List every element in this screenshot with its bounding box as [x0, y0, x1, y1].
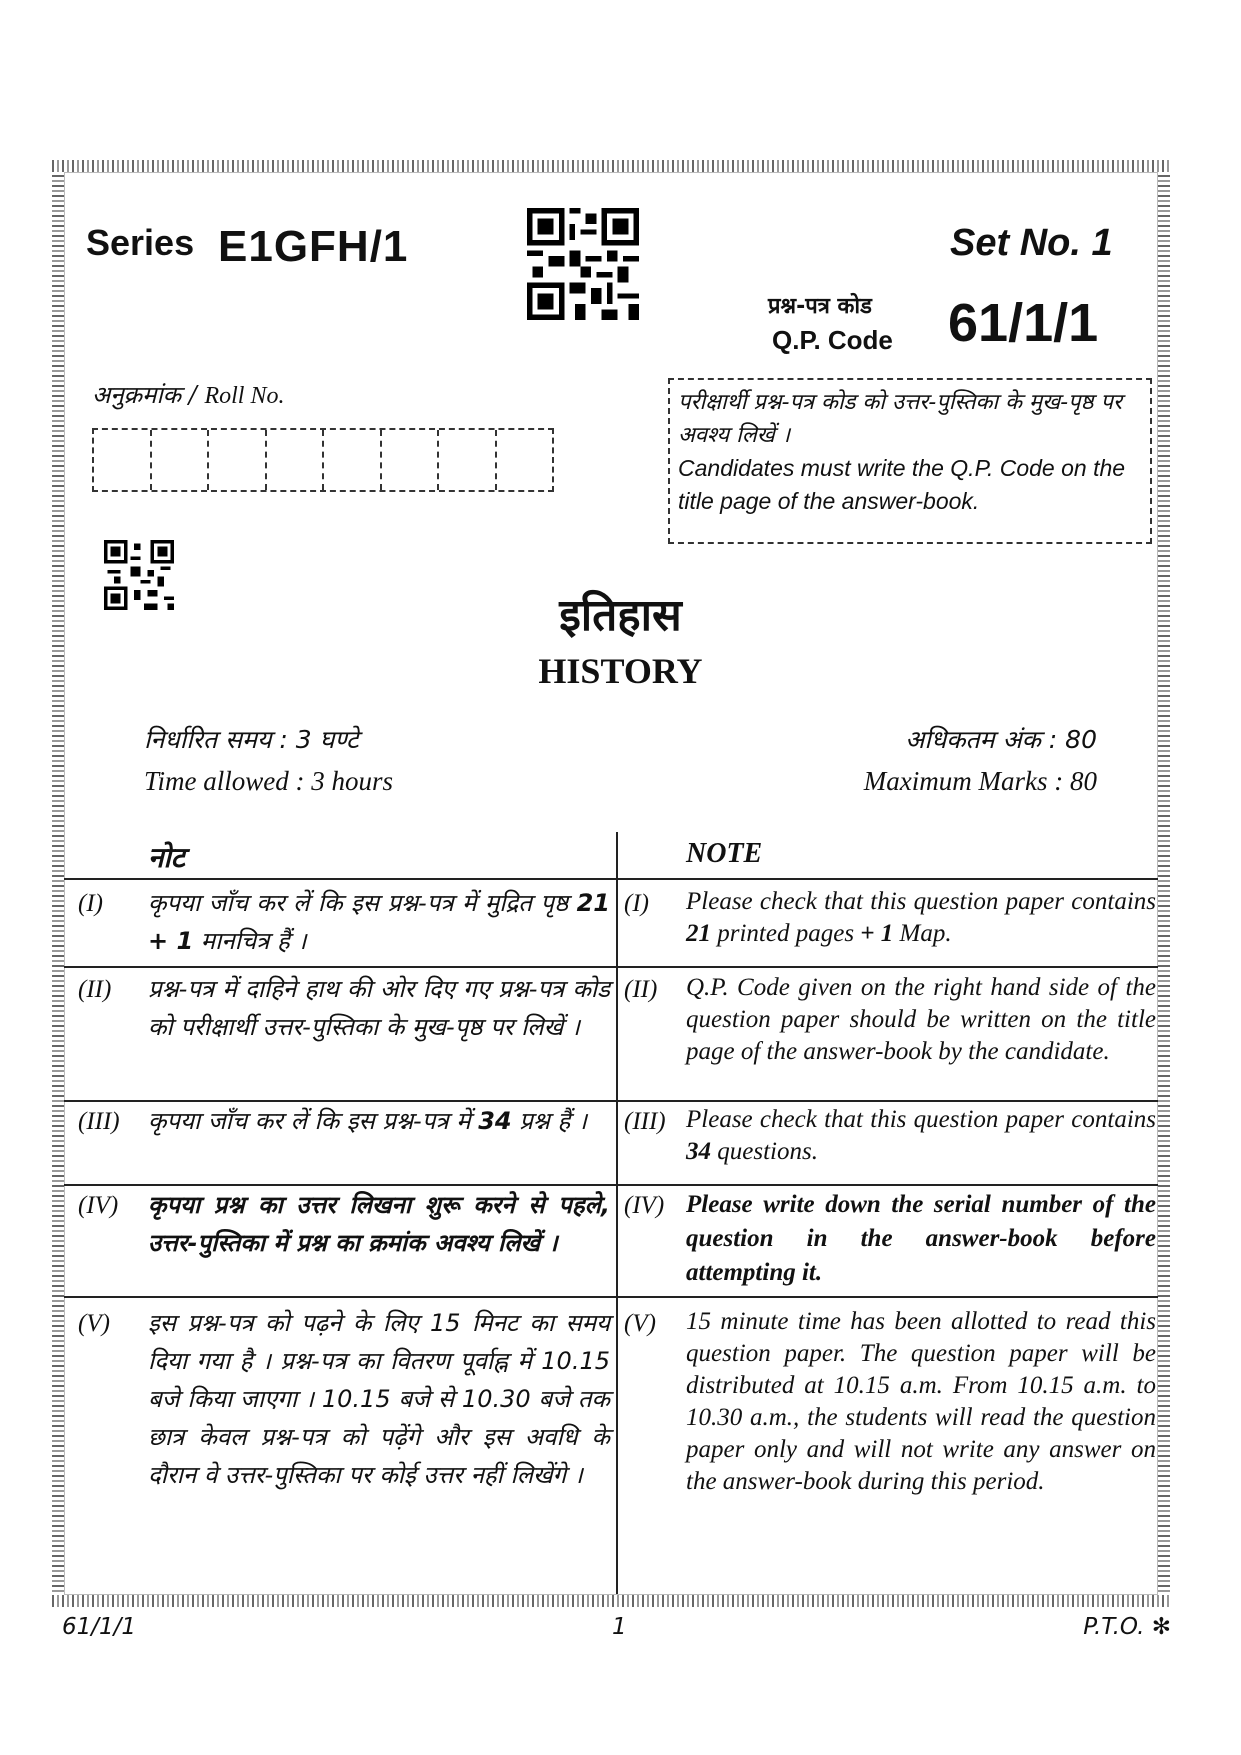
row-divider — [64, 1296, 1158, 1298]
roll-label-hindi: अनुक्रमांक — [92, 381, 182, 409]
note-number-hindi: (IV) — [78, 1192, 119, 1219]
note-number: (I) — [624, 890, 649, 917]
note-heading: NOTE — [686, 838, 763, 869]
row-divider — [64, 878, 1158, 880]
note-number: (V) — [624, 1310, 656, 1337]
note-text-hindi: कृपया जाँच कर लें कि इस प्रश्न-पत्र में 34 प्रश्न हैं । — [148, 1107, 587, 1135]
note-number-hindi: (I) — [78, 890, 103, 917]
roll-digit-box[interactable] — [439, 430, 497, 490]
note-number-hindi: (II) — [78, 976, 112, 1003]
note-text: Please check that this question paper contains 21 printed pages + 1 Map. — [686, 888, 1156, 947]
note-heading-hindi: नोट — [148, 841, 185, 874]
note-text: 15 minute time has been allotted to read this question paper. The question paper will be distributed at 10.15 a.m. From 10.15 a.m. to 10.30 a.m., the students will read the question paper only and will not write any answer on the answer-book during this period. — [686, 1308, 1156, 1495]
set-number: Set No. 1 — [950, 222, 1113, 264]
roll-digit-box[interactable] — [267, 430, 325, 490]
qp-code-value: 61/1/1 — [948, 293, 1099, 353]
roll-digit-box[interactable] — [324, 430, 382, 490]
note-number: (III) — [624, 1108, 666, 1135]
subject-title: HISTORY — [538, 651, 703, 691]
note-number-hindi: (V) — [78, 1310, 110, 1337]
row-divider — [64, 966, 1158, 968]
maximum-marks: Maximum Marks : 80 — [863, 766, 1097, 796]
roll-number-label: अनुक्रमांक / Roll No. — [92, 381, 285, 409]
subject-title-hindi: इतिहास — [559, 590, 682, 641]
qp-code-notice — [668, 378, 1152, 544]
roll-digit-box[interactable] — [209, 430, 267, 490]
footer-qp-code: 61/1/1 — [62, 1614, 137, 1640]
roll-label-english: Roll No. — [204, 383, 285, 409]
page-number: 1 — [612, 1614, 627, 1640]
roll-digit-box[interactable] — [382, 430, 440, 490]
please-turn-over: P.T.O. ✻ — [1083, 1614, 1171, 1640]
qp-code-label-hindi: प्रश्न-पत्र कोड — [768, 294, 872, 319]
maximum-marks-hindi: अधिकतम अंक : 80 — [905, 725, 1097, 754]
roll-digit-box[interactable] — [497, 430, 553, 490]
note-text: Please check that this question paper contains 34 questions. — [686, 1106, 1156, 1165]
roll-digit-box[interactable] — [152, 430, 210, 490]
notice-hindi: परीक्षार्थी प्रश्न-पत्र कोड को उत्तर-पुस्तिका के मुख-पृष्ठ पर अवश्य लिखें । — [678, 390, 1122, 448]
note-text-hindi: कृपया प्रश्न का उत्तर लिखना शुरू करने से पहले, उत्तर-पुस्तिका में प्रश्न का क्रमांक अवश्य लिखें । — [148, 1191, 610, 1257]
roll-number-boxes[interactable] — [92, 428, 554, 492]
qp-code-label: Q.P. Code — [772, 325, 893, 355]
note-text-hindi: प्रश्न-पत्र में दाहिने हाथ की ओर दिए गए प्रश्न-पत्र कोड को परीक्षार्थी उत्तर-पुस्तिका के मुख-पृष्ठ पर लिखें । — [148, 975, 610, 1041]
notice-english: Candidates must write the Q.P. Code on the title page of the answer-book. — [678, 455, 1126, 514]
time-allowed-hindi: निर्धारित समय : 3 घण्टे — [144, 725, 359, 754]
note-text: Please write down the serial number of the question in the answer-book before attempting it. — [686, 1191, 1156, 1286]
series-label: Series — [86, 222, 195, 263]
qr-code-icon — [527, 208, 639, 320]
note-text-hindi: इस प्रश्न-पत्र को पढ़ने के लिए 15 मिनट का समय दिया गया है । प्रश्न-पत्र का वितरण पूर्वाह्न में 10.15 बजे किया जाएगा । 10.15 बजे से 10.30 बजे तक छात्र केवल प्रश्न-पत्र को पढ़ेंगे और इस अवधि के दौरान वे उत्तर-पुस्तिका पर कोई उत्तर नहीं लिखेंगे । — [148, 1309, 610, 1489]
note-number: (IV) — [624, 1192, 665, 1219]
column-divider — [616, 832, 618, 1594]
note-number: (II) — [624, 976, 658, 1003]
note-text: Q.P. Code given on the right hand side of the question paper should be written on the title page of the answer-book by the candidate. — [686, 974, 1156, 1065]
series-code: E1GFH/1 — [218, 222, 409, 271]
time-allowed: Time allowed : 3 hours — [144, 766, 394, 796]
note-number-hindi: (III) — [78, 1108, 120, 1135]
roll-digit-box[interactable] — [94, 430, 152, 490]
note-text-hindi: कृपया जाँच कर लें कि इस प्रश्न-पत्र में मुद्रित पृष्ठ 21 + 1 मानचित्र हैं । — [148, 889, 610, 955]
